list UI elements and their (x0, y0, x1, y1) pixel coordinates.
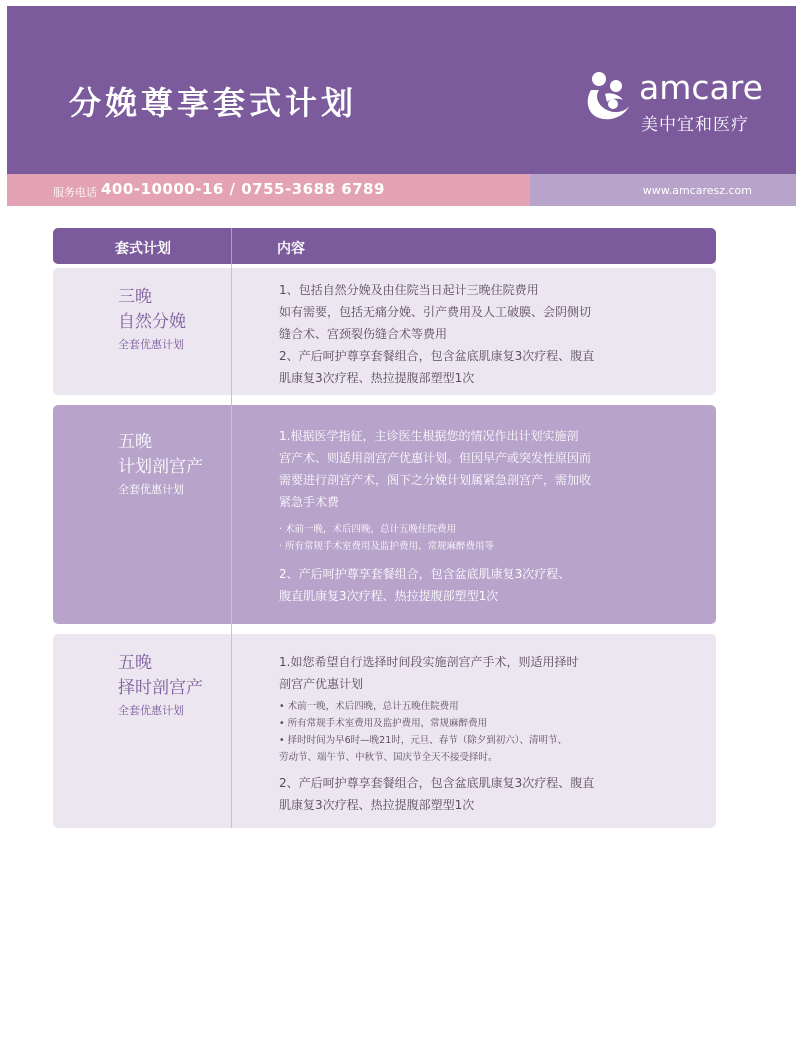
plan-title: 三晚 自然分娩 (118, 287, 186, 332)
logo-wordmark: amcare (639, 68, 763, 107)
list-item: • 所有常规手术室费用及监护费用，常规麻醉费用 (279, 718, 488, 729)
table-header (53, 228, 716, 264)
plan-title: 五晚 计划剖宫产 (118, 432, 203, 477)
website-bar (530, 174, 796, 206)
family-icon (585, 70, 637, 124)
header-banner (7, 6, 796, 174)
amcare-logo (585, 70, 775, 140)
plan-title: 五晚 择时剖宫产 (118, 653, 203, 698)
header-divider (231, 228, 232, 264)
list-item: 劳动节、端午节、中秋节、国庆节全天不接受择时。 (279, 752, 498, 763)
phone-number[interactable]: 400-10000-16 / 0755-3688 6789 (101, 180, 385, 198)
plan-row-planned-cesarean (53, 405, 716, 624)
list-item: • 择时时间为早6时—晚21时，元旦、春节（除夕到初六）、清明节、 (279, 735, 568, 746)
phone-bar (7, 174, 530, 206)
list-item: · 术前一晚，术后四晚，总计五晚住院费用 (279, 524, 457, 535)
plan-row-natural-birth (53, 268, 716, 395)
plan-subtitle: 全套优惠计划 (118, 704, 184, 717)
list-item: · 所有常规手术室费用及监护费用、常规麻醉费用等 (279, 541, 495, 552)
phone-label: 服务电话 (53, 186, 97, 199)
plan-subtitle: 全套优惠计划 (118, 338, 184, 351)
list-item: • 术前一晚，术后四晚，总计五晚住院费用 (279, 701, 459, 712)
column-header-plan: 套式计划 (115, 241, 171, 257)
plan-content: 1.如您希望自行选择时间段实施剖宫产手术，则适用择时 剖宫产优惠计划 • 术前一晚，术后四晚，总计五晚住院费用 • 所有常规手术室费用及监护费用，常规麻醉费用 • 择时时间为早6时—晚21时，元旦、春节（除夕到初六）、清明节、 劳动节、端午节、中秋节、国庆节全天不接受择时。 2、产后呵护尊享套餐组合，包含盆底肌康复3次疗程、腹直 肌康复3次疗程、热拉提腹部塑型1次 (279, 651, 699, 816)
website-link[interactable]: www.amcaresz.com (642, 184, 752, 197)
page-title: 分娩尊享套式计划 (69, 84, 358, 122)
plan-subtitle: 全套优惠计划 (118, 483, 184, 496)
plan-content: 1、包括自然分娩及由住院当日起计三晚住院费用 如有需要，包括无痛分娩、引产费用及人工破膜、会阴侧切 缝合术、宫颈裂伤缝合术等费用 2、产后呵护尊享套餐组合，包含盆底肌康复3次疗程、腹直 肌康复3次疗程、热拉提腹部塑型1次 (279, 283, 595, 385)
column-header-content: 内容 (277, 241, 305, 257)
logo-chinese-name: 美中宜和医疗 (641, 115, 749, 135)
column-divider (231, 264, 232, 828)
plan-row-scheduled-cesarean (53, 634, 716, 828)
plan-content: 1.根据医学指征，主诊医生根据您的情况作出计划实施剖 宫产术、则适用剖宫产优惠计划。但因早产或突发性原因而 需要进行剖宫产术，阁下之分娩计划属紧急剖宫产，需加收 紧急手术费 · 术前一晚，术后四晚，总计五晚住院费用 · 所有常规手术室费用及监护费用、常规麻醉费用等 2、产后呵护尊享套餐组合，包含盆底肌康复3次疗程、 腹直肌康复3次疗程、热拉提腹部塑型1次 (279, 425, 699, 607)
